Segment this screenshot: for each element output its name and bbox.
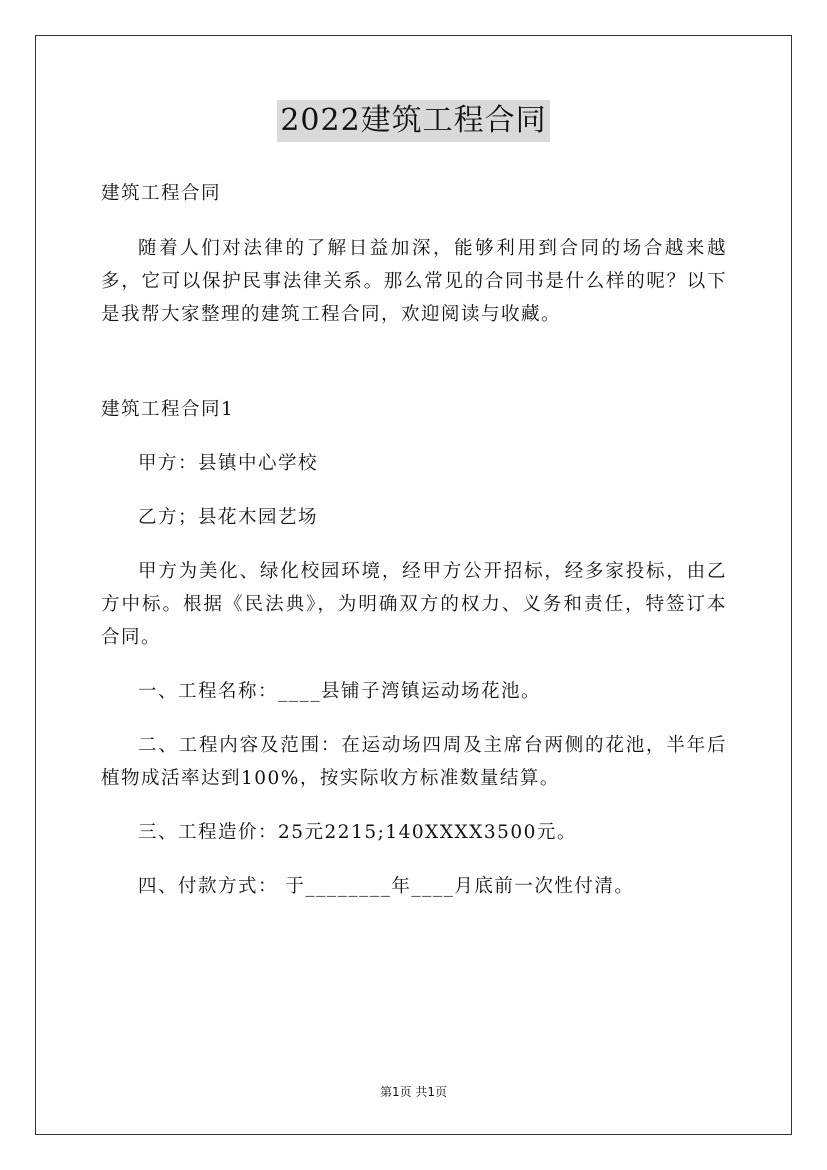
- document-body: [101, 177, 727, 903]
- section-heading: 建筑工程合同: [101, 183, 222, 204]
- clause-2: 二、工程内容及范围：在运动场四周及主席台两侧的花池，半年后植物成活率达到100%，按实际收方标准数量结算。: [101, 735, 727, 789]
- intro-paragraph: 随着人们对法律的了解日益加深，能够利用到合同的场合越来越多，它可以保护民事法律关系。那么常见的合同书是什么样的呢？以下是我帮大家整理的建筑工程合同，欢迎阅读与收藏。: [101, 238, 727, 325]
- preamble-paragraph: 甲方为美化、绿化校园环境，经甲方公开招标，经多家投标，由乙方中标。根据《民法典》，为明确双方的权力、义务和责任，特签订本合同。: [101, 561, 727, 648]
- title-container: [0, 100, 827, 142]
- contract-heading: 建筑工程合同1: [101, 399, 235, 420]
- clause-3: 三、工程造价：25元2215;140XXXX3500元。: [138, 822, 577, 843]
- clause-1: 一、工程名称：____县铺子湾镇运动场花池。: [138, 681, 542, 702]
- party-a: 甲方：县镇中心学校: [138, 453, 319, 474]
- party-b: 乙方；县花木园艺场: [138, 507, 319, 528]
- page-footer: 第1页 共1页: [379, 1085, 448, 1099]
- clause-4: 四、付款方式： 于________年____月底前一次性付清。: [138, 876, 635, 897]
- document-title: 2022建筑工程合同: [277, 100, 549, 142]
- spacer: [101, 331, 727, 393]
